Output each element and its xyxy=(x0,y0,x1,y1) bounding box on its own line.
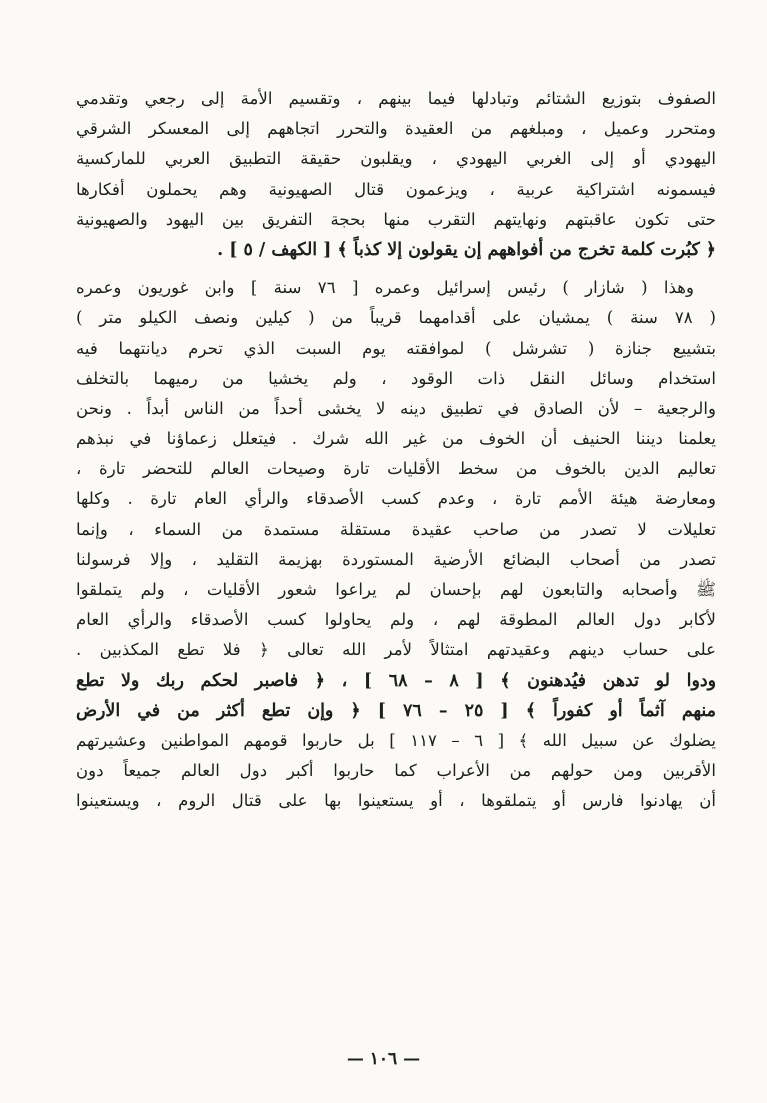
text-line: استخدام وسائل النقل ذات الوقود ، ولم يخشيا من رميهما بالتخلف xyxy=(76,368,716,388)
text-line: تعاليم الدين بالخوف من سخط الأقليات تارة وصيحات العالم للتحضر تارة ، xyxy=(76,459,716,479)
text-line: وهذا ( شازار ) رئيس إسرائيل وعمره [ ٧٦ سنة ] وابن غوريون وعمره xyxy=(76,278,694,298)
text-line: يعلمنا ديننا الحنيف أن الخوف من غير الله شرك . فيتعلل زعماؤنا في نبذهم xyxy=(76,429,716,449)
text-line: تصدر من أصحاب البضائع الأرضية المستوردة بهزيمة التقليد ، وإلا فرسولنا xyxy=(76,549,716,569)
text-line: بتشييع جنازة ( تشرشل ) لموافقته يوم السبت الذي تحرم ديانتهما فيه xyxy=(76,338,716,358)
text-line: على حساب دينهم وعقيدتهم امتثالاً لأمر الله تعالى ﴿ فلا تطع المكذبين . xyxy=(76,640,716,660)
quran-verse-line: منهم آثماً أو كفوراً ﴾ [ ٢٥ – ٧٦ ] ﴿ وإن تطع أكثر من في الأرض xyxy=(76,700,716,721)
text-line: ( ٧٨ سنة ) يمشيان على أقدامهما قريباً من ( كيلين ونصف الكيلو متر ) xyxy=(76,308,716,328)
paragraph-1 xyxy=(76,84,716,265)
paragraph-2 xyxy=(76,273,716,816)
page-number: — ١٠٦ — xyxy=(346,1049,421,1069)
quran-verse-line: ودوا لو تدهن فيُدهنون ﴾ [ ٨ – ٦٨ ] ، ﴿ فاصبر لحكم ربك ولا تطع xyxy=(76,670,716,691)
text-line: أن يهادنوا فارس أو يتملقوها ، أو يستعينوا بها على قتال الروم ، ويستعينوا xyxy=(76,791,716,811)
text-line: الأقربين ومن حولهم من الأعراب كما حاربوا أكبر دول العالم جميعاً دون xyxy=(76,761,716,781)
text-line: اليهودي أو إلى الغربي اليهودي ، ويقلبون حقيقة التطبيق العربي للماركسية xyxy=(76,149,716,169)
text-line: حتى تكون عاقبتهم ونهايتهم التقرب منها بحجة التفريق بين اليهود والصهيونية xyxy=(76,209,716,229)
text-line: لأكابر دول العالم المطوقة لهم ، ولم يحاولوا كسب الأصدقاء والرأي العام xyxy=(76,610,716,630)
text-line: والرجعية – لأن الصادق في تطبيق دينه لا يخشى أحداً من الناس أبداً . ونحن xyxy=(76,398,716,418)
text-line: ﷺ وأصحابه والتابعون لهم بإحسان لم يراعوا شعور الأقليات ، ولم يتملقوا xyxy=(76,580,716,599)
text-line: ومعارضة هيئة الأمم تارة ، وعدم كسب الأصدقاء والرأي العام تارة . وكلها xyxy=(76,489,716,509)
text-line: يضلوك عن سبيل الله ﴾ [ ٦ – ١١٧ ] بل حاربوا قومهم المواطنين وعشيرتهم xyxy=(76,730,716,750)
text-line: الصفوف بتوزيع الشتائم وتبادلها فيما بينهم ، وتقسيم الأمة إلى رجعي وتقدمي xyxy=(76,89,716,108)
document-page xyxy=(76,84,716,817)
text-line: ومتحرر وعميل ، ومبلغهم من العقيدة والتحرر اتجاههم إلى المعسكر الشرقي xyxy=(76,119,716,139)
quran-verse-line: ﴿ كبُرت كلمة تخرج من أفواههم إن يقولون إلا كذباً ﴾ [ الكهف / ٥ ] . xyxy=(217,239,716,260)
text-line: تعليلات لا تصدر من صاحب عقيدة مستقلة مستمدة من السماء ، وإنما xyxy=(76,519,716,539)
text-line: فيسمونه اشتراكية عربية ، ويزعمون قتال الصهيونية وهم يحملون أفكارها xyxy=(76,179,716,199)
